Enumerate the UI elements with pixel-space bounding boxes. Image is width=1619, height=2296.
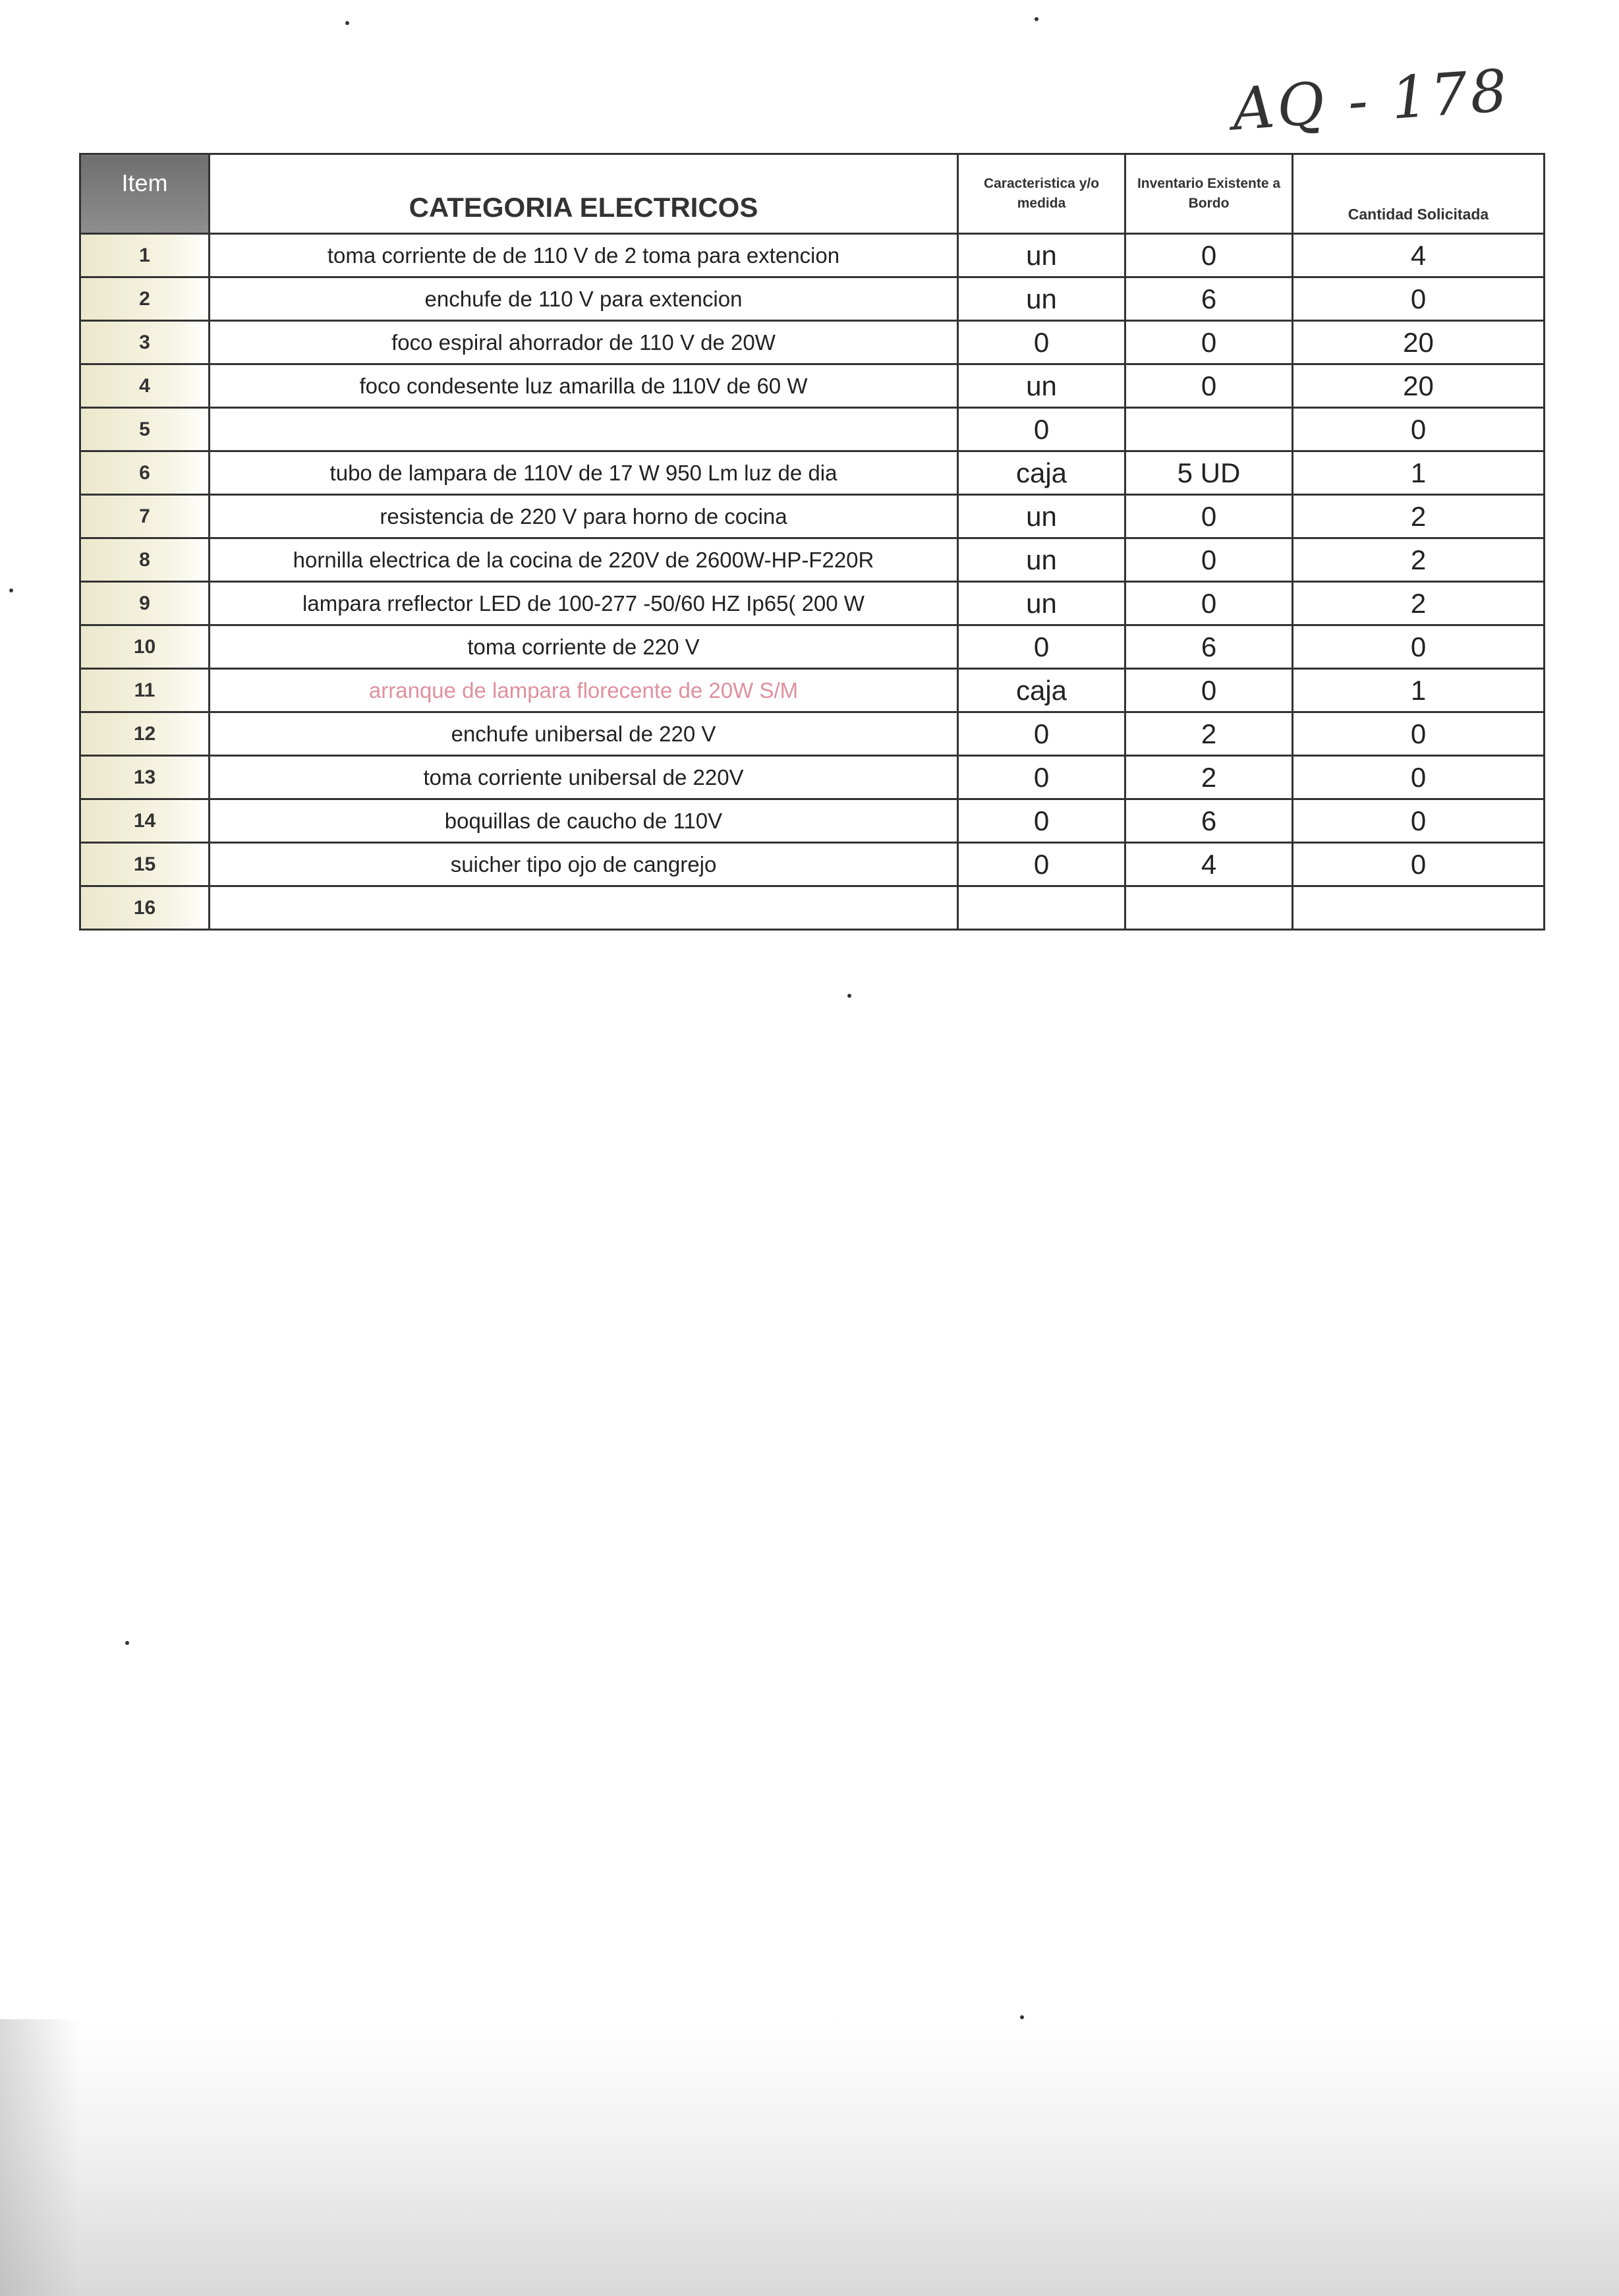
scan-speck	[847, 994, 851, 998]
item-quantity: 0	[1293, 712, 1545, 756]
item-description: enchufe de 110 V para extencion	[210, 277, 958, 321]
header-quantity: Cantidad Solicitada	[1293, 154, 1545, 234]
item-inventory	[1125, 886, 1293, 930]
item-inventory: 6	[1125, 799, 1293, 843]
table-row	[80, 712, 1545, 756]
item-quantity: 20	[1293, 321, 1545, 364]
item-inventory: 5 UD	[1125, 451, 1293, 495]
item-number: 4	[80, 364, 210, 408]
item-description: toma corriente unibersal de 220V	[210, 756, 958, 799]
table-row	[80, 799, 1545, 843]
header-characteristic	[958, 154, 1125, 234]
scan-speck	[1020, 2015, 1024, 2019]
item-characteristic: un	[958, 234, 1125, 277]
item-number: 6	[80, 451, 210, 495]
item-description: suicher tipo ojo de cangrejo	[210, 843, 958, 886]
item-characteristic	[958, 886, 1125, 930]
scan-shadow-left	[0, 2019, 79, 2296]
table-row	[80, 234, 1545, 277]
item-quantity: 2	[1293, 538, 1545, 582]
header-item: Item	[80, 154, 210, 234]
item-number: 9	[80, 582, 210, 625]
item-number: 16	[80, 886, 210, 930]
item-characteristic: un	[958, 277, 1125, 321]
header-characteristic-line2: medida	[1017, 196, 1066, 211]
header-inventory-line2: Bordo	[1188, 196, 1230, 211]
header-inventory	[1125, 154, 1293, 234]
scan-shadow	[0, 2019, 1619, 2296]
item-quantity: 0	[1293, 408, 1545, 451]
table-row	[80, 582, 1545, 625]
item-characteristic: un	[958, 538, 1125, 582]
item-description: resistencia de 220 V para horno de cocina	[210, 495, 958, 538]
item-description: arranque de lampara florecente de 20W S/M	[210, 669, 958, 712]
item-quantity: 0	[1293, 756, 1545, 799]
scan-speck	[345, 21, 349, 25]
item-characteristic: 0	[958, 756, 1125, 799]
item-inventory: 2	[1125, 756, 1293, 799]
item-description: toma corriente de 220 V	[210, 625, 958, 669]
scan-speck	[125, 1641, 129, 1645]
item-inventory	[1125, 408, 1293, 451]
item-quantity: 0	[1293, 799, 1545, 843]
item-number: 10	[80, 625, 210, 669]
table-row	[80, 756, 1545, 799]
item-number: 7	[80, 495, 210, 538]
header-characteristic-line1: Caracteristica y/o	[983, 176, 1100, 191]
item-quantity: 0	[1293, 843, 1545, 886]
electrical-items-table	[79, 153, 1545, 931]
item-description	[210, 408, 958, 451]
item-number: 8	[80, 538, 210, 582]
table-row	[80, 364, 1545, 408]
item-characteristic: 0	[958, 321, 1125, 364]
scan-speck	[1035, 17, 1038, 21]
handwritten-annotation: AQ - 178	[1230, 56, 1512, 144]
item-inventory: 4	[1125, 843, 1293, 886]
item-quantity: 2	[1293, 495, 1545, 538]
table-row	[80, 451, 1545, 495]
item-inventory: 2	[1125, 712, 1293, 756]
table-row	[80, 495, 1545, 538]
table-row	[80, 538, 1545, 582]
table-row	[80, 843, 1545, 886]
item-inventory: 0	[1125, 234, 1293, 277]
item-characteristic: un	[958, 495, 1125, 538]
item-number: 12	[80, 712, 210, 756]
item-description: toma corriente de de 110 V de 2 toma para extencion	[210, 234, 958, 277]
item-inventory: 0	[1125, 669, 1293, 712]
item-quantity: 1	[1293, 451, 1545, 495]
item-description: foco condesente luz amarilla de 110V de 60 W	[210, 364, 958, 408]
item-characteristic: un	[958, 364, 1125, 408]
item-quantity	[1293, 886, 1545, 930]
item-number: 2	[80, 277, 210, 321]
table-row	[80, 408, 1545, 451]
item-quantity: 0	[1293, 277, 1545, 321]
item-characteristic: 0	[958, 799, 1125, 843]
item-quantity: 20	[1293, 364, 1545, 408]
table-header-row	[80, 154, 1545, 234]
header-category: CATEGORIA ELECTRICOS	[210, 154, 958, 234]
table-row	[80, 625, 1545, 669]
item-description: enchufe unibersal de 220 V	[210, 712, 958, 756]
item-number: 3	[80, 321, 210, 364]
item-description: boquillas de caucho de 110V	[210, 799, 958, 843]
item-inventory: 6	[1125, 277, 1293, 321]
item-description: tubo de lampara de 110V de 17 W 950 Lm luz de dia	[210, 451, 958, 495]
item-number: 15	[80, 843, 210, 886]
table-row	[80, 669, 1545, 712]
table-row	[80, 277, 1545, 321]
header-inventory-line1: Inventario Existente a	[1137, 176, 1281, 191]
item-inventory: 0	[1125, 364, 1293, 408]
item-description	[210, 886, 958, 930]
item-characteristic: caja	[958, 669, 1125, 712]
item-inventory: 6	[1125, 625, 1293, 669]
item-characteristic: 0	[958, 712, 1125, 756]
table-row	[80, 886, 1545, 930]
table-row	[80, 321, 1545, 364]
item-quantity: 1	[1293, 669, 1545, 712]
item-number: 13	[80, 756, 210, 799]
item-description: foco espiral ahorrador de 110 V de 20W	[210, 321, 958, 364]
item-inventory: 0	[1125, 495, 1293, 538]
item-number: 5	[80, 408, 210, 451]
item-number: 14	[80, 799, 210, 843]
item-characteristic: un	[958, 582, 1125, 625]
item-quantity: 2	[1293, 582, 1545, 625]
item-quantity: 0	[1293, 625, 1545, 669]
item-inventory: 0	[1125, 582, 1293, 625]
item-description: hornilla electrica de la cocina de 220V de 2600W-HP-F220R	[210, 538, 958, 582]
item-number: 11	[80, 669, 210, 712]
item-inventory: 0	[1125, 538, 1293, 582]
item-characteristic: 0	[958, 408, 1125, 451]
item-number: 1	[80, 234, 210, 277]
item-characteristic: 0	[958, 625, 1125, 669]
item-inventory: 0	[1125, 321, 1293, 364]
item-characteristic: caja	[958, 451, 1125, 495]
item-characteristic: 0	[958, 843, 1125, 886]
scan-speck	[9, 588, 13, 592]
item-quantity: 4	[1293, 234, 1545, 277]
item-description: lampara rreflector LED de 100-277 -50/60 HZ Ip65( 200 W	[210, 582, 958, 625]
